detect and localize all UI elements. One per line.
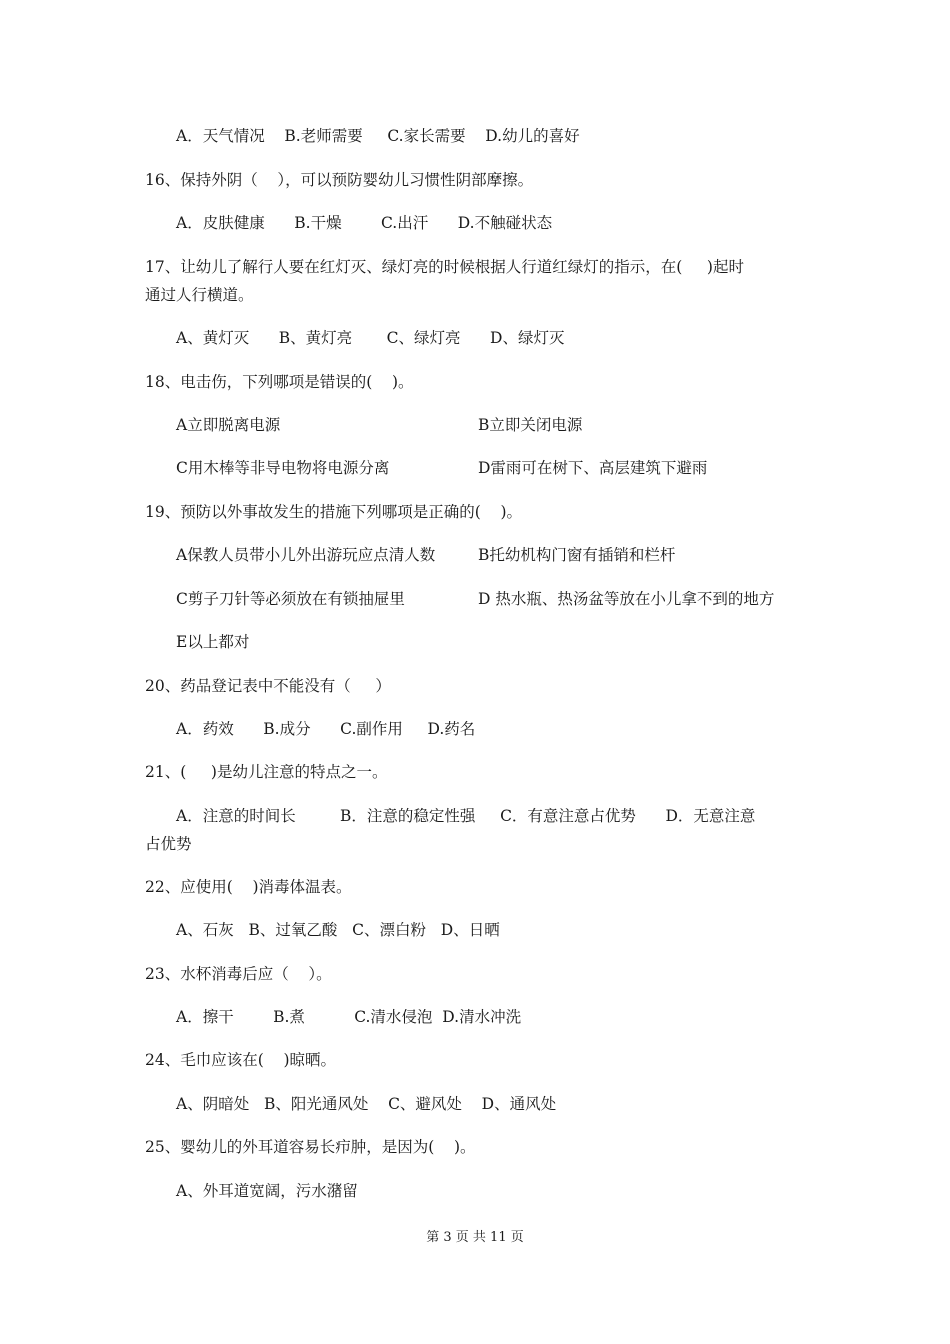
- q25-option-a: A、外耳道宽阔，污水潴留: [176, 1182, 358, 1200]
- q21-options-line2: 占优势: [145, 835, 192, 853]
- q19-option-b: B托幼机构门窗有插销和栏杆: [478, 546, 676, 564]
- q18-question: 18、电击伤，下列哪项是错误的( )。: [145, 373, 414, 391]
- q18-option-b: B立即关闭电源: [478, 416, 583, 434]
- q23-question: 23、水杯消毒后应（ ）。: [145, 965, 332, 983]
- q22-options: A、石灰 B、过氧乙酸 C、漂白粉 D、日晒: [176, 921, 500, 939]
- q19-question: 19、预防以外事故发生的措施下列哪项是正确的( )。: [145, 503, 523, 521]
- q23-options: A．擦干 B.煮 C.清水侵泡 D.清水冲洗: [176, 1008, 522, 1026]
- q20-options: A．药效 B.成分 C.副作用 D.药名: [176, 720, 476, 738]
- q21-question: 21、( )是幼儿注意的特点之一。: [145, 763, 388, 781]
- q19-option-a: A保教人员带小儿外出游玩应点清人数: [176, 546, 436, 564]
- q16-question: 16、保持外阴（ ），可以预防婴幼儿习惯性阴部摩擦。: [145, 171, 534, 189]
- q25-question: 25、婴幼儿的外耳道容易长疖肿，是因为( )。: [145, 1138, 476, 1156]
- q19-option-c: C剪子刀针等必须放在有锁抽屉里: [176, 590, 405, 608]
- q15-options: A．天气情况 B.老师需要 C.家长需要 D.幼儿的喜好: [176, 127, 580, 145]
- q20-question: 20、药品登记表中不能没有（ ）: [145, 677, 391, 695]
- q16-options: A．皮肤健康 B.干燥 C.出汗 D.不触碰状态: [176, 214, 553, 232]
- q22-question: 22、应使用( )消毒体温表。: [145, 878, 352, 896]
- q18-option-a: A立即脱离电源: [176, 416, 281, 434]
- q24-options: A、阴暗处 B、阳光通风处 C、避风处 D、通风处: [176, 1095, 557, 1113]
- q17-question-line2: 通过人行横道。: [145, 286, 254, 304]
- q24-question: 24、毛巾应该在( )晾晒。: [145, 1051, 337, 1069]
- q21-options-line1: A．注意的时间长 B．注意的稳定性强 C．有意注意占优势 D．无意注意: [176, 807, 756, 825]
- q19-option-e: E以上都对: [176, 633, 250, 651]
- q19-option-d: D 热水瓶、热汤盆等放在小儿拿不到的地方: [478, 590, 775, 608]
- page-footer: 第 3 页 共 11 页: [426, 1230, 524, 1245]
- q17-options: A、黄灯灭 B、黄灯亮 C、绿灯亮 D、绿灯灭: [176, 329, 565, 347]
- q18-option-d: D雷雨可在树下、高层建筑下避雨: [478, 459, 708, 477]
- q17-question-line1: 17、让幼儿了解行人要在红灯灭、绿灯亮的时候根据人行道红绿灯的指示，在( )起时: [145, 258, 744, 276]
- q18-option-c: C用木棒等非导电物将电源分离: [176, 459, 390, 477]
